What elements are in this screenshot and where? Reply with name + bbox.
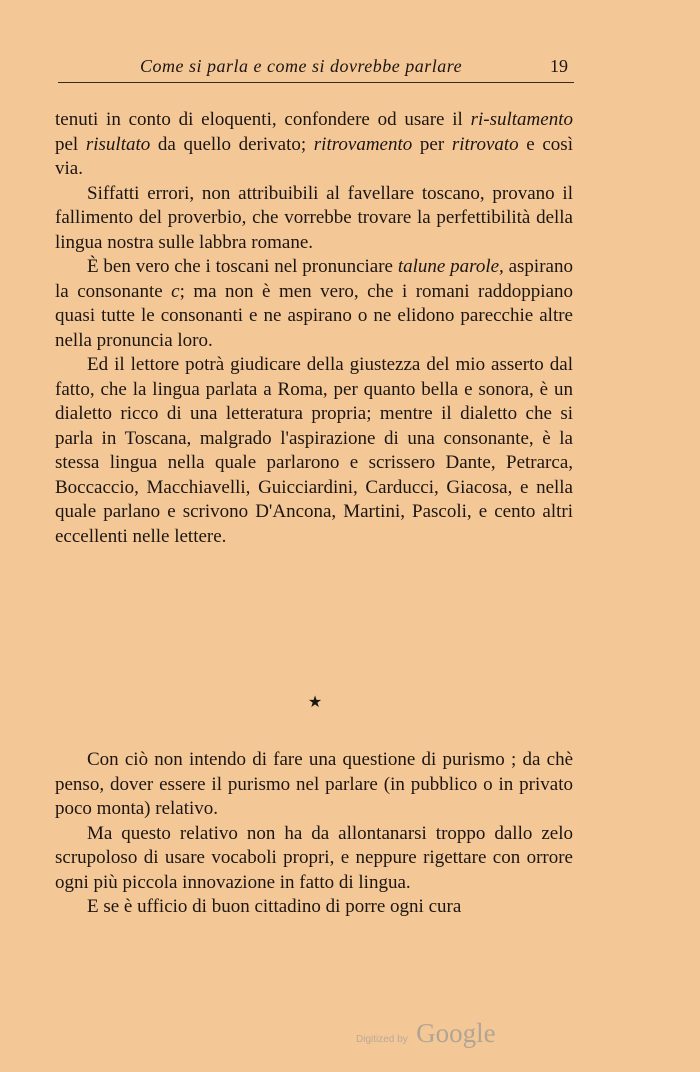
text-run: da quello derivato; [150,133,314,155]
section-separator-star: ★ [307,692,323,711]
italic-term: risultato [85,133,151,155]
italic-term: ri-sultamento [470,109,573,130]
text-run: per [412,133,452,155]
italic-term: c [171,280,180,302]
italic-term: ritrovato [451,133,519,155]
text-run: tenuti in conto di eloquenti, confondere od usare il [55,109,471,130]
italic-term: talune parole, [397,256,504,277]
body-text [55,108,573,549]
paragraph-4: Ed il lettore potrà giudicare della giustezza del mio asserto dal fatto, che la lingua parlata a Roma, per quanto bella e sonora, è un dialetto ricco di una letteratura propria; mentre il dialetto che si parla in Toscana, malgrado l'aspirazione di una consonante, è la stessa lingua nella quale parlarono e scrissero Dante, Petrarca, Boccaccio, Macchiavelli, Guicciardini, Carducci, Giacosa, e nella quale parlano e scrivono D'Ancona, Martini, Pascoli, e cento altri eccellenti nelle lettere. [55,354,573,547]
google-logo: Google [416,1018,496,1048]
paragraph-7: E se è ufficio di buon cittadino di porre ogni cura [87,896,462,917]
paragraph-6: Ma questo relativo non ha da allontanarsi troppo dallo zelo scrupoloso di usare vocaboli propri, e neppure rigettare con orrore ogni più piccola innovazione in fatto di lingua. [55,822,573,893]
running-head [0,56,700,80]
text-run: pel [55,133,86,155]
page-number: 19 [550,56,568,76]
paragraph-5: Con ciò non intendo di fare una questione di purismo ; da chè penso, dover essere il purismo nel parlare (in pubblico o in privato poco monta) relativo. [55,749,573,819]
body-text-2 [55,748,573,920]
paragraph-1 [55,108,573,182]
text-run: e così via. [55,133,573,179]
digitized-watermark [356,1018,496,1049]
text-run: aspirano la consonante [55,256,573,302]
italic-term: ritrovamento [313,133,413,155]
text-run: ; ma non è men vero, che i romani raddoppiano quasi tutte le consonanti e ne aspirano o ne elidono parecchie altre nella pronuncia loro. [55,280,573,351]
paragraph-3 [55,255,573,353]
watermark-prefix: Digitized by [356,1034,408,1045]
header-rule [58,82,574,83]
text-run: È ben vero che i toscani nel pronunciare [87,256,398,277]
paragraph-2: Siffatti errori, non attribuibili al favellare toscano, provano il fallimento del proverbio, che vorrebbe trovare la perfettibilità della lingua nostra sulle labbra romane. [55,182,573,253]
running-title: Come si parla e come si dovrebbe parlare [140,56,463,76]
